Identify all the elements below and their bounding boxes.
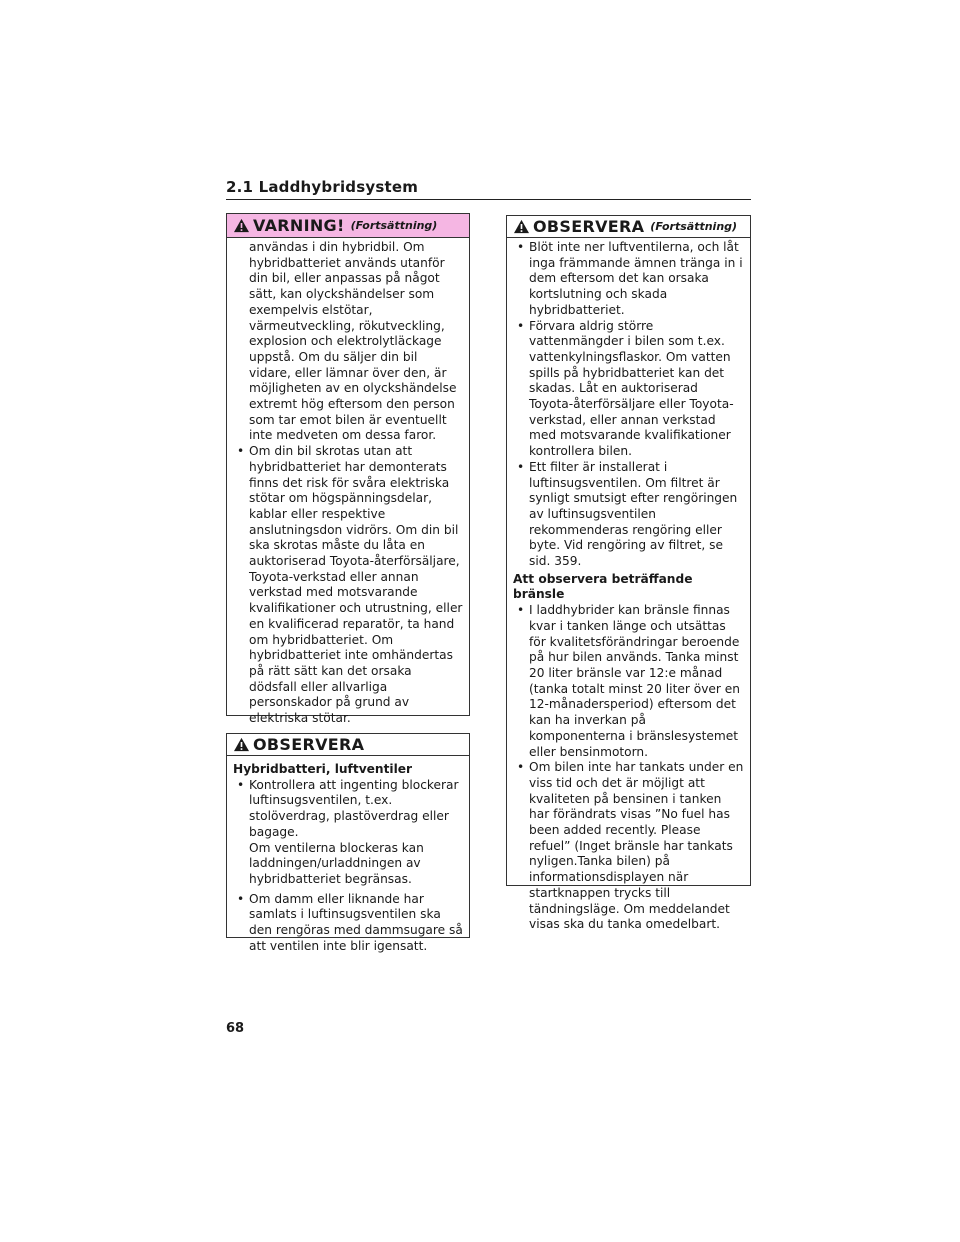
warning-body bbox=[227, 238, 469, 735]
warning-triangle-icon bbox=[233, 737, 250, 752]
fuel-bullet-2: • Om bilen inte har tankats under en viss tid och det är möjligt att kvaliteten på bensinen i tanken har förändrats visas ”No fuel has been added recently. Please refuel” (Inget bränsle har tankats nyligen.Tanka bilen) på informationsdisplayen när startknappen trycks till tändningsläge. Om meddelandet visas ska du tanka omedelbart. bbox=[513, 760, 744, 933]
warning-header bbox=[227, 214, 469, 238]
warning-bullet: • Om din bil skrotas utan att hybridbatteriet har demonterats finns det risk för svåra elektriska stötar om högspänningsdelar, kablar eller respektive anslutningsdon vidrörs. Om din bil ska skrotas måste du låta en auktoriserad Toyota-återförsäljare, Toyota-verkstad eller annan verkstad med motsvarande kvalifikationer och utrustning, eller en kvalificerad reparatör, ta hand om hybridbatteriet. Om hybridbatteriet inte omhändertas på rätt sätt kan det orsaka dödsfall eller allvarliga personskador på grund av elektriska stötar. bbox=[233, 444, 463, 727]
warning-box bbox=[226, 213, 470, 726]
observera-subheading: Hybridbatteri, luftventiler bbox=[233, 762, 413, 776]
observera-continued-sub: (Fortsättning) bbox=[650, 220, 738, 233]
observera-bullet-1-extra: Om ventilerna blockeras kan laddningen/urladdningen av hybridbatteriet begränsas. bbox=[249, 840, 424, 886]
observera-box bbox=[226, 733, 470, 953]
warning-continuation-text: användas i din hybridbil. Om hybridbatteriet används utanför din bil, eller anpassas på något sätt, kan olyckshändelser som exempelvis elstötar, värmeutveckling, rökutveckling, explosion och elektrolytläckage uppstå. Om du säljer din bil vidare, eller lämnar över den, är möjligheten av en olyckshändelse extremt hög eftersom den person som tar emot bilen är eventuellt inte medveten om dessa faror. bbox=[249, 240, 457, 443]
observera-label: OBSERVERA bbox=[253, 735, 365, 754]
observera-header bbox=[227, 734, 469, 756]
fuel-subheading: Att observera beträffande bränsle bbox=[513, 571, 693, 602]
observera-continued-body bbox=[507, 238, 750, 941]
warning-triangle-icon bbox=[513, 219, 530, 234]
observera-cont-bullet-1: • Blöt inte ner luftventilerna, och låt inga främmande ämnen tränga in i dem eftersom det kan orsaka kortslutning och skada hybridbatteriet. bbox=[513, 240, 744, 319]
section-title: 2.1 Laddhybridsystem bbox=[226, 178, 419, 196]
section-divider bbox=[226, 199, 751, 200]
observera-cont-bullet-2: • Förvara aldrig större vattenmängder i bilen som t.ex. vattenkylningsflaskor. Om vatten spills på hybridbatteriet kan det skadas. Låt en auktoriserad Toyota-återförsäljare eller Toyota-verkstad, eller annan verkstad med motsvarande kvalifikationer kontrollera bilen. bbox=[513, 319, 744, 460]
observera-continued-header bbox=[507, 216, 750, 238]
warning-continued-label: (Fortsättning) bbox=[350, 219, 438, 232]
observera-bullet-2: • Om damm eller liknande har samlats i luftinsugsventilen ska den rengöras med dammsugare så att ventilen inte blir igensatt. bbox=[233, 892, 463, 955]
fuel-bullet-1: • I laddhybrider kan bränsle finnas kvar i tanken länge och utsättas för kvalitetsförändringar beroende på hur bilen används. Tanka minst 20 liter bränsle var 12:e månad (tanka totalt minst 20 liter över en 12-månadersperiod) eftersom det kan ha inverkan på komponenterna i bränslesystemet eller bensinmotorn. bbox=[513, 603, 744, 760]
observera-continued-box bbox=[506, 215, 751, 932]
warning-label: VARNING! bbox=[253, 216, 345, 235]
page-number: 68 bbox=[226, 1021, 245, 1036]
observera-bullet-1: • Kontrollera att ingenting blockerar luftinsugsventilen, t.ex. stolöverdrag, plastöverdrag eller bagage. bbox=[233, 778, 463, 841]
observera-continued-label: OBSERVERA bbox=[533, 217, 645, 236]
observera-body bbox=[227, 756, 469, 962]
observera-cont-bullet-3: • Ett filter är installerat i luftinsugsventilen. Om filtret är synligt smutsigt efter rengöringen av luftinsugsventilen rekommenderas rengöring eller byte. Vid rengöring av filtret, se sid. 359. bbox=[513, 460, 744, 570]
warning-triangle-icon bbox=[233, 218, 250, 233]
